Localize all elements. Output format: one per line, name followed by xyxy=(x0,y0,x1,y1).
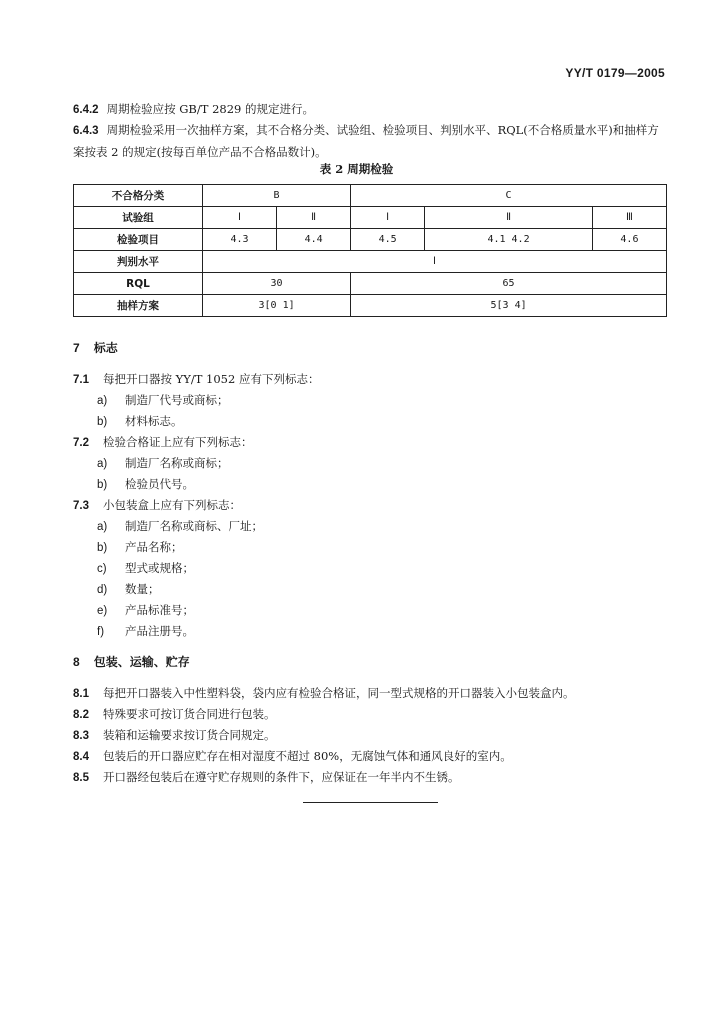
clause-number: 6.4.2 xyxy=(73,104,99,116)
clause-number: 8.3 xyxy=(73,730,89,742)
table-cell: 4.3 xyxy=(203,229,277,251)
header-cell: 试验组 xyxy=(74,207,203,229)
clause-text: 每把开口器按 YY/T 1052 应有下列标志： xyxy=(103,372,320,386)
end-of-document-rule xyxy=(303,802,438,803)
clause-number: 7.3 xyxy=(73,500,89,512)
list-item xyxy=(97,602,194,618)
table-row xyxy=(74,273,667,295)
table-row xyxy=(74,229,667,251)
clause-8-2 xyxy=(73,706,276,722)
table-cell: 5[3 4] xyxy=(351,295,667,317)
list-text: 产品标准号； xyxy=(125,603,194,617)
clause-8-5 xyxy=(73,769,460,785)
header-cell: 不合格分类 xyxy=(74,185,203,207)
clause-number: 6.4.3 xyxy=(73,125,99,137)
table-caption: 表 2 周期检验 xyxy=(319,162,394,176)
list-label: c) xyxy=(97,563,107,575)
list-item xyxy=(97,476,194,492)
clause-6-4-2 xyxy=(73,99,665,121)
header-cell: 判别水平 xyxy=(74,251,203,273)
table-cell: 30 xyxy=(203,273,351,295)
list-label: a) xyxy=(97,395,108,407)
table-cell: 65 xyxy=(351,273,667,295)
table-cell: 4.5 xyxy=(351,229,425,251)
clause-number: 7.1 xyxy=(73,374,89,386)
list-item xyxy=(97,413,183,429)
clause-text: 特殊要求可按订货合同进行包装。 xyxy=(103,707,276,721)
list-text: 制造厂名称或商标、厂址； xyxy=(125,519,263,533)
clause-text: 周期检验应按 GB/T 2829 的规定进行。 xyxy=(106,102,314,116)
table-cell: Ⅲ xyxy=(592,207,666,229)
list-text: 材料标志。 xyxy=(125,414,183,428)
table-row xyxy=(74,295,667,317)
periodic-inspection-table xyxy=(73,184,667,317)
list-label: a) xyxy=(97,521,108,533)
clause-text: 小包装盒上应有下列标志： xyxy=(103,498,241,512)
section-title: 标志 xyxy=(93,341,118,355)
list-label: d) xyxy=(97,584,108,596)
list-text: 产品名称； xyxy=(125,540,183,554)
table-cell: 4.6 xyxy=(592,229,666,251)
header-cell: 检验项目 xyxy=(74,229,203,251)
clause-6-4-3 xyxy=(73,120,665,163)
clause-8-4 xyxy=(73,748,512,764)
table-cell: Ⅰ xyxy=(351,207,425,229)
clause-7-1 xyxy=(73,371,319,387)
list-label: e) xyxy=(97,605,108,617)
list-item xyxy=(97,518,263,534)
clause-number: 8.5 xyxy=(73,772,89,784)
table-cell: Ⅱ xyxy=(277,207,351,229)
table-cell: Ⅱ xyxy=(425,207,593,229)
header-cell: 抽样方案 xyxy=(74,295,203,317)
table-row xyxy=(74,251,667,273)
section-8-heading xyxy=(73,653,190,670)
standard-code: YY/T 0179—2005 xyxy=(565,66,665,80)
table-cell: Ⅰ xyxy=(203,207,277,229)
list-item xyxy=(97,455,229,471)
list-label: a) xyxy=(97,458,108,470)
list-label: b) xyxy=(97,479,108,491)
list-text: 产品注册号。 xyxy=(125,624,194,638)
clause-7-2 xyxy=(73,434,253,450)
table-row xyxy=(74,185,667,207)
table-cell: 3[0 1] xyxy=(203,295,351,317)
list-item xyxy=(97,539,183,555)
clause-text: 包装后的开口器应贮存在相对湿度不超过 80%，无腐蚀气体和通风良好的室内。 xyxy=(103,749,512,763)
list-text: 型式或规格； xyxy=(125,561,194,575)
section-number: 8 xyxy=(73,655,80,669)
clause-text: 检验合格证上应有下列标志： xyxy=(103,435,253,449)
list-text: 制造厂名称或商标； xyxy=(125,456,229,470)
clause-text: 每把开口器装入中性塑料袋，袋内应有检验合格证，同一型式规格的开口器装入小包装盒内。 xyxy=(103,686,575,700)
list-text: 检验员代号。 xyxy=(125,477,194,491)
table-cell: Ⅰ xyxy=(203,251,667,273)
list-text: 数量； xyxy=(125,582,160,596)
table-cell: 4.4 xyxy=(277,229,351,251)
section-7-heading xyxy=(73,339,118,356)
clause-8-1 xyxy=(73,685,575,701)
list-item xyxy=(97,392,229,408)
category-c: C xyxy=(351,185,667,207)
list-label: b) xyxy=(97,416,108,428)
clause-text: 装箱和运输要求按订货合同规定。 xyxy=(103,728,276,742)
category-b: B xyxy=(203,185,351,207)
clause-number: 8.4 xyxy=(73,751,89,763)
clause-text: 周期检验采用一次抽样方案，其不合格分类、试验组、检验项目、判别水平、RQL(不合格质量水平)和抽样方案按表 2 的规定(按每百单位产品不合格品数计)。 xyxy=(73,123,659,159)
clause-7-3 xyxy=(73,497,241,513)
clause-number: 8.2 xyxy=(73,709,89,721)
list-label: b) xyxy=(97,542,108,554)
section-number: 7 xyxy=(73,341,80,355)
list-item xyxy=(97,581,160,597)
list-item xyxy=(97,623,194,639)
table-row xyxy=(74,207,667,229)
clause-number: 7.2 xyxy=(73,437,89,449)
table-cell: 4.1 4.2 xyxy=(425,229,593,251)
clause-8-3 xyxy=(73,727,276,743)
list-label: f) xyxy=(97,626,105,638)
section-title: 包装、运输、贮存 xyxy=(93,655,190,669)
list-text: 制造厂代号或商标； xyxy=(125,393,229,407)
clause-number: 8.1 xyxy=(73,688,89,700)
header-cell: RQL xyxy=(74,273,203,295)
list-item xyxy=(97,560,194,576)
clause-text: 开口器经包装后在遵守贮存规则的条件下，应保证在一年半内不生锈。 xyxy=(103,770,460,784)
